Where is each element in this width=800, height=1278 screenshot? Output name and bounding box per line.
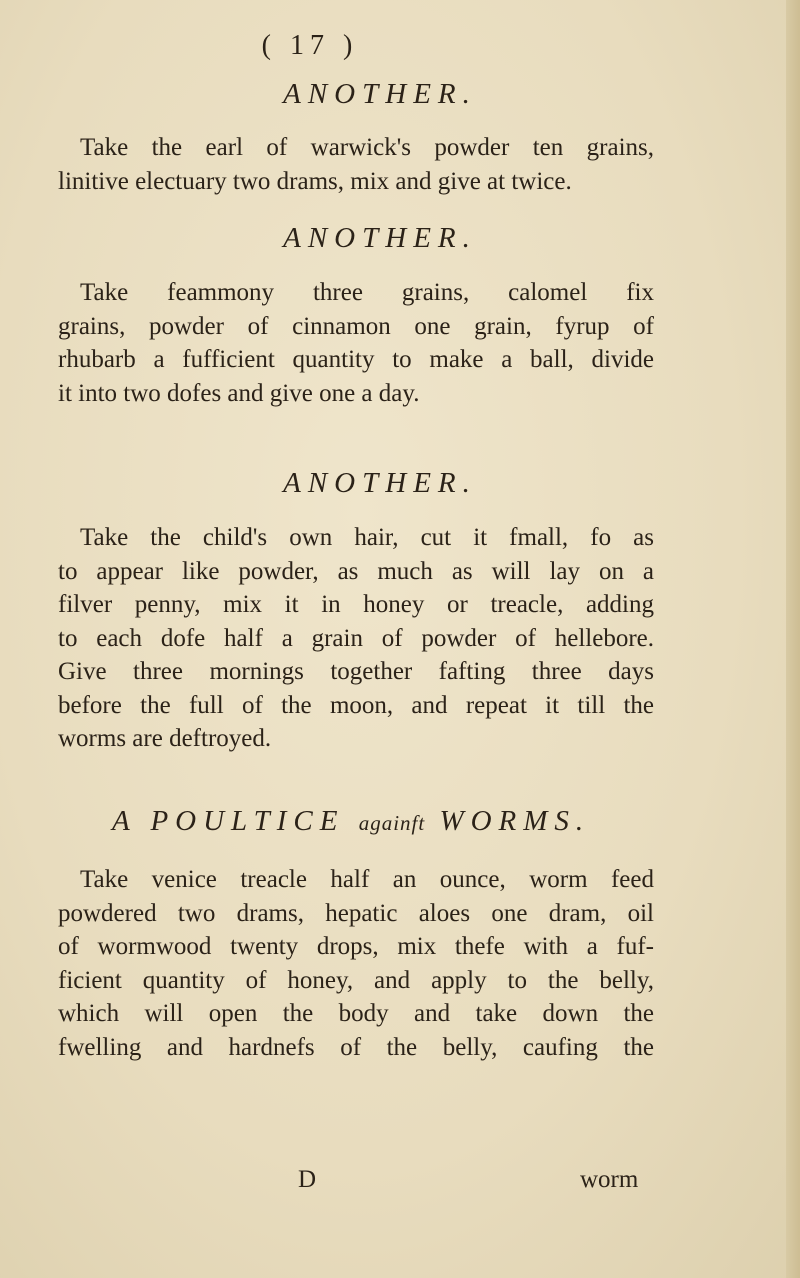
text-line: ficient quantity of honey, and apply to the belly, [58,966,654,994]
section-heading-poultice [112,805,590,838]
recipe-paragraph [58,521,654,756]
text-line: Take venice treacle half an ounce, worm feed [80,866,654,893]
signature-mark: D [298,1166,317,1193]
text-line: to each dofe half a grain of powder of hellebore. [58,624,654,652]
recipe-paragraph [58,131,654,198]
text-line: rhubarb a fufficient quantity to make a ball, divide [58,346,654,373]
text-line: of wormwood twenty drops, mix thefe with a fuf- [58,933,654,960]
text-line: linitive electuary two drams, mix and give at twice. [58,167,572,195]
heading-main: WORMS. [439,805,591,837]
section-heading: ANOTHER. [283,78,477,110]
heading-main: A POULTICE [112,805,345,837]
text-line: it into two dofes and give one a day. [58,379,420,407]
catchword: worm [580,1166,639,1193]
text-line: to appear like powder, as much as will lay on a [58,557,654,585]
text-line: filver penny, mix it in honey or treacle, adding [58,591,654,618]
text-line: Take the child's own hair, cut it fmall, fo as [80,524,654,551]
text-line: powdered two drams, hepatic aloes one dram, oil [58,899,654,927]
text-line: fwelling and hardnefs of the belly, caufing the [58,1033,654,1061]
heading-small: againft [358,811,426,835]
text-line: Give three mornings together fafting three days [58,658,654,685]
section-heading: ANOTHER. [283,467,477,499]
text-line: Take the earl of warwick's powder ten grains, [80,134,654,161]
page-edge [786,0,800,1278]
text-line: before the full of the moon, and repeat it till the [58,691,654,719]
section-heading: ANOTHER. [283,222,477,254]
text-line: grains, powder of cinnamon one grain, fyrup of [58,312,654,340]
recipe-paragraph [58,276,654,410]
text-line: worms are deftroyed. [58,725,272,752]
text-line: Take feammony three grains, calomel fix [80,279,654,306]
text-line: which will open the body and take down the [58,1000,654,1027]
page-number: ( 17 ) [261,30,359,61]
recipe-paragraph [58,863,654,1064]
